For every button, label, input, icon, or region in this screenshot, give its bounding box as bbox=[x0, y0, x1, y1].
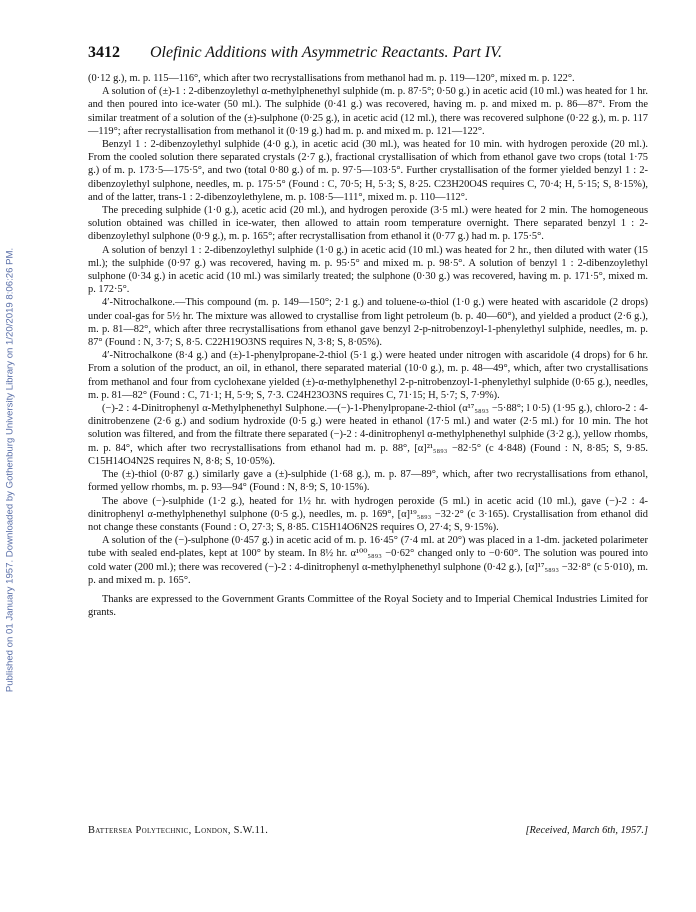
acknowledgement-paragraph: Thanks are expressed to the Government Grants Committee of the Royal Society and to Imperial Chemical Industries Limited for grants. bbox=[88, 593, 648, 619]
affiliation: Battersea Polytechnic, London, S.W.11. bbox=[88, 825, 269, 836]
paragraph: 4′-Nitrochalkone (8·4 g.) and (±)-1-phenylpropane-2-thiol (5·1 g.) were heated under nitrogen with ascaridole (4 drops) for 6 hr. From a solution of the product, an oil, in ethanol, there separated material (10·0 g.), m. p. 48—49°, which, after two crystallisations from methanol and four from cyclohexane yielded (±)-α-methylphenethyl 2-p-nitrobenzoyl-1-phenylethyl sulphide (0·65 g.), needles, m. p. 81—82° (Found : C, 71·1; H, 5·9; S, 7·3. C24H23O3NS requires C, 71·15; H, 5·7; S, 7·9%). bbox=[88, 350, 648, 401]
download-watermark bbox=[2, 120, 18, 820]
paragraph: Benzyl 1 : 2-dibenzoylethyl sulphide (4·0 g.), in acetic acid (30 ml.), was heated for 10 min. with hydrogen peroxide (20 ml.). From the cooled solution there separated crystals (2·7 g.), fractional crystallisation of which from ethanol gave two crops (total 1·75 g.) of m. p. 173·5—175·5°, and two (total 0·80 g.) of m. p. 97·5—103·5°. Further crystallisation of the former yielded benzyl 1 : 2-dibenzoylethyl sulphone, needles, m. p. 175·5° (Found : C, 70·5; H, 5·3; S, 8·25. C23H20O4S requires C, 70·4; H, 5·15; S, 8·15%), and of the latter, trans-1 : 2-dibenzoylethylene, m. p. 108·5—111°, mixed m. p. 110—112°. bbox=[88, 139, 648, 203]
paragraph: A solution of benzyl 1 : 2-dibenzoylethyl sulphide (1·0 g.) in acetic acid (10 ml.) was heated for 2 hr., then diluted with water (15 ml.); the sulphide (0·97 g.) was recovered, having m. p. 95·5° and mixed m. p. 98·5°. A solution of benzyl 1 : 2-dibenzoylethyl sulphone (0·34 g.) in acetic acid (10 ml.) was similarly treated; the sulphone (0·30 g.) was recovered, having m. p. 171·5°, mixed m. p. 172·5°. bbox=[88, 244, 648, 296]
paragraph: The preceding sulphide (1·0 g.), acetic acid (20 ml.), and hydrogen peroxide (3·5 ml.) were heated for 2 min. The homogeneous solution obtained was chilled in ice-water, then allowed to attain room temperature overnight. There separated benzyl 1 : 2-dibenzoylethyl sulphone (0·9 g.), m. p. 165°; after recrystallisation from ethanol it (0·77 g.) had m. p. 175·5°. bbox=[88, 205, 648, 243]
page-number: 3412 bbox=[88, 44, 120, 61]
paragraph: The above (−)-sulphide (1·2 g.), heated for 1½ hr. with hydrogen peroxide (5 ml.) in acetic acid (10 ml.), gave (−)-2 : 4-dinitrophenyl α-methylphenethyl sulphone (0·5 g.), needles, m. p. 169°, [α]¹⁹₅₈₉₃ −32·2° (c 3·165). Crystallisation from ethanol did not change these constants (Found : O, 27·3; S, 8·85. C15H14O6N2S requires O, 27·4; S, 9·15%). bbox=[88, 495, 648, 533]
running-title: Olefinic Additions with Asymmetric Reactants. Part IV. bbox=[150, 44, 502, 61]
page-header bbox=[88, 44, 648, 66]
paragraph: A solution of (±)-1 : 2-dibenzoylethyl α-methylphenethyl sulphide (m. p. 87·5°; 0·50 g.) in acetic acid (10 ml.) was heated for 1 hr. and then poured into ice-water (50 ml.). The sulphide (0·41 g.) was recovered, having m. p. and mixed m. p. 86—87°. From the similar treatment of a solution of the (±)-sulphone (0·25 g.), in acetic acid (12 ml.), there was recovered sulphone (0·22 g.), m. p. 117—119°; after recrystallisation from methanol it (0·19 g.) had m. p. and mixed m. p. 121—122°. bbox=[88, 86, 648, 137]
article-footer bbox=[88, 824, 648, 837]
received-date: [Received, March 6th, 1957.] bbox=[525, 825, 648, 836]
paragraph: The (±)-thiol (0·87 g.) similarly gave a (±)-sulphide (1·68 g.), m. p. 87—89°, which, after two recrystallisations from ethanol, formed yellow rhombs, m. p. 93—94° (Found : N, 8·9; S, 10·15%). bbox=[88, 469, 648, 494]
download-watermark-text: Published on 01 January 1957. Downloaded by Gothenburg University Library on 1/20/2019 8:06:26 PM. bbox=[4, 247, 16, 693]
paragraph: (0·12 g.), m. p. 115—116°, which after two recrystallisations from methanol had m. p. 119—120°, mixed m. p. 122°. bbox=[88, 73, 575, 84]
paragraph: (−)-2 : 4-Dinitrophenyl α-Methylphenethyl Sulphone.—(−)-1-Phenylpropane-2-thiol (α¹⁷₅₈₉₃ −5·88°; l 0·5) (1·95 g.), chloro-2 : 4-dinitrobenzene (2·6 g.) and sodium hydroxide (0·5 g.) were heated in ethanol (17·5 ml.) and water (2·5 ml.) for 10 min. The hot solution was filtered, and from the filtrate there separated (−)-2 : 4-dinitrophenyl α-methylphenethyl sulphide (3·2 g.), yellow rhombs, m. p. 84°, which after two recrystallisations from ethanol had m. p. 88°, [α]²¹₅₈₉₃ −82·5° (c 4·848) (Found : N, 8·85; S, 9·85. C15H14O4N2S requires N, 8·8; S, 10·05%). bbox=[88, 403, 648, 467]
paragraph: A solution of the (−)-sulphone (0·457 g.) in acetic acid of m. p. 16·45° (7·4 ml. at 20°) was placed in a 1-dm. jacketed polarimeter tube with sealed end-plates, kept at 100° by steam. In 8½ hr. α¹⁰⁰₅₈₉₃ −0·62° changed only to −0·60°. The solution was poured into cold water (200 ml.); there was recovered (−)-2 : 4-dinitrophenyl α-methylphenethyl sulphone (0·42 g.), [α]¹⁷₅₈₉₃ −32·8° (c 5·010), m. p. and mixed m. p. 165°. bbox=[88, 535, 648, 586]
paragraph: 4′-Nitrochalkone.—This compound (m. p. 149—150°; 2·1 g.) and toluene-ω-thiol (1·0 g.) were heated with ascaridole (2 drops) under coal-gas for 5½ hr. The mixture was allowed to crystallise from light petroleum (b. p. 40—60°), and yielded a product (2·6 g.), m. p. 81—82°, which after three recrystallisations from ethanol gave benzyl 2-p-nitrobenzoyl-1-phenylethyl sulphide, needles, m. p. 87° (Found : N, 3·7; S, 8·5. C22H19O3NS requires N, 3·8; S, 8·05%). bbox=[88, 297, 648, 349]
article-body bbox=[88, 72, 648, 619]
